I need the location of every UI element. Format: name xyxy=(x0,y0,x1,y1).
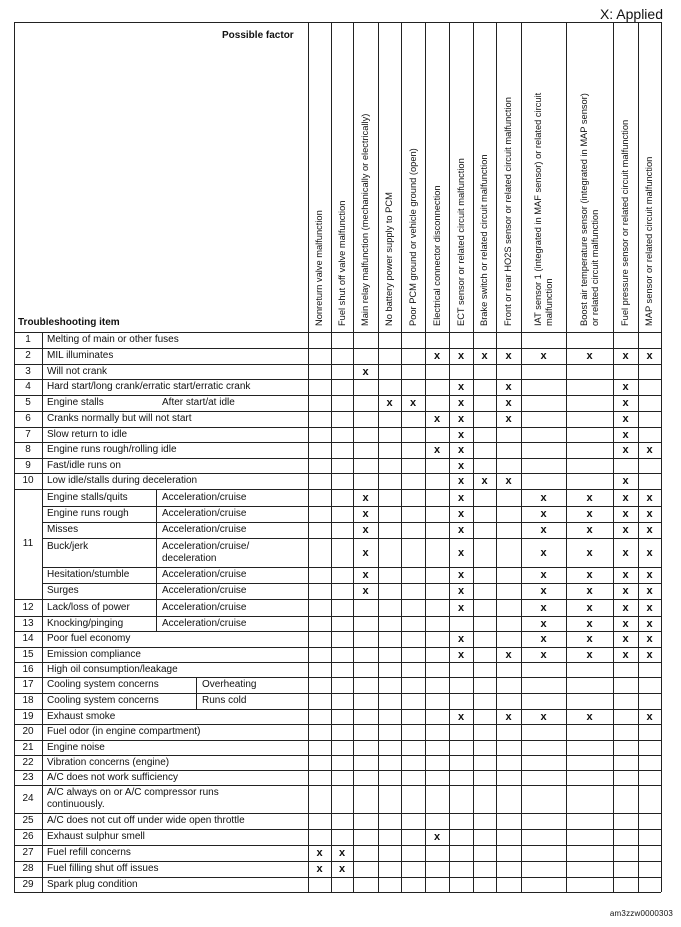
grid-hline xyxy=(14,892,661,893)
item-text: Fuel refill concerns xyxy=(47,847,131,858)
applied-mark: x xyxy=(586,491,593,504)
applied-mark: x xyxy=(622,585,629,597)
applied-mark: x xyxy=(481,350,488,362)
condition-text: Acceleration/cruise xyxy=(162,491,247,503)
applied-mark: x xyxy=(586,648,593,661)
row-number: 12 xyxy=(22,601,34,613)
row-number: 23 xyxy=(22,771,34,783)
item-text: Misses xyxy=(47,524,79,535)
applied-mark: x xyxy=(540,524,547,536)
row-number: 27 xyxy=(22,847,34,858)
item-text: Low idle/stalls during deceleration xyxy=(47,475,198,486)
grid-hline xyxy=(14,379,661,380)
item-text: Spark plug condition xyxy=(47,878,138,890)
grid-vline xyxy=(661,22,662,892)
row-number: 28 xyxy=(22,863,34,874)
column-header-10: malfunction xyxy=(543,278,554,326)
grid-vline xyxy=(156,616,157,631)
applied-mark: x xyxy=(316,863,323,875)
applied-mark: x xyxy=(362,508,369,520)
row-number: 21 xyxy=(22,741,34,753)
applied-mark: x xyxy=(540,491,547,504)
grid-hline xyxy=(14,364,661,365)
applied-mark: x xyxy=(646,710,653,723)
applied-mark: x xyxy=(457,546,465,559)
grid-vline xyxy=(638,22,639,892)
row-number: 6 xyxy=(25,413,31,424)
grid-hline xyxy=(14,489,661,490)
applied-mark: x xyxy=(646,546,653,559)
grid-hline xyxy=(14,693,661,694)
applied-mark: x xyxy=(622,428,629,441)
applied-mark: x xyxy=(540,350,547,362)
applied-mark: x xyxy=(646,633,653,645)
applied-mark: x xyxy=(457,428,465,441)
grid-hline xyxy=(14,845,661,846)
applied-mark: x xyxy=(586,569,593,581)
applied-mark: x xyxy=(457,585,465,597)
row-number: 18 xyxy=(22,695,34,706)
item-text: Hard start/long crank/erratic start/erratic crank xyxy=(47,381,251,392)
item-text: Fast/idle runs on xyxy=(47,459,121,471)
applied-mark: x xyxy=(622,397,629,409)
row-number: 9 xyxy=(25,459,31,471)
applied-mark: x xyxy=(540,601,547,614)
grid-vline xyxy=(425,22,426,892)
column-header-9: Front or rear HO2S sensor or related circuit malfunction xyxy=(503,97,513,326)
applied-mark: x xyxy=(622,444,629,456)
grid-vline xyxy=(196,693,197,709)
applied-mark: x xyxy=(622,350,629,362)
item-text: MIL illuminates xyxy=(47,350,114,361)
applied-mark: x xyxy=(505,710,512,723)
applied-mark: x xyxy=(362,585,369,597)
grid-hline xyxy=(14,829,661,830)
applied-mark: x xyxy=(622,524,629,536)
applied-mark: x xyxy=(481,475,488,487)
row-number: 26 xyxy=(22,831,34,842)
applied-mark: x xyxy=(586,633,593,645)
applied-mark: x xyxy=(457,491,465,504)
grid-vline xyxy=(496,22,497,892)
grid-vline xyxy=(378,22,379,892)
column-header-7: ECT sensor or related circuit malfunction xyxy=(455,158,466,326)
item-text: Exhaust sulphur smell xyxy=(47,831,145,842)
applied-mark: x xyxy=(457,413,465,425)
grid-hline xyxy=(14,348,661,349)
applied-mark: x xyxy=(505,381,512,393)
applied-mark: x xyxy=(540,617,547,630)
applied-mark: x xyxy=(540,648,547,661)
grid-vline xyxy=(449,22,450,892)
row-number: 25 xyxy=(22,815,34,826)
grid-hline xyxy=(14,724,661,725)
item-text: Cooling system concerns xyxy=(47,695,159,706)
applied-mark: x xyxy=(409,397,417,409)
applied-mark: x xyxy=(586,546,593,559)
applied-mark: x xyxy=(622,648,629,661)
applied-mark: x xyxy=(362,546,369,559)
applied-mark: x xyxy=(622,508,629,520)
grid-hline xyxy=(14,332,661,333)
column-header-8: Brake switch or related circuit malfunction xyxy=(479,154,489,326)
item-text: Cranks normally but will not start xyxy=(47,413,192,424)
grid-hline xyxy=(14,473,661,474)
item-text: Engine runs rough xyxy=(47,508,129,519)
document-code: am3zzw0000303 xyxy=(609,909,673,918)
grid-vline xyxy=(401,22,402,892)
column-header-11: or related circuit malfunction xyxy=(589,209,600,326)
column-header-1: Nonreturn valve malfunction xyxy=(314,210,324,326)
row-number: 11 xyxy=(22,538,34,549)
item-text: Engine noise xyxy=(47,741,105,753)
row-number: 7 xyxy=(25,428,31,440)
grid-vline xyxy=(42,332,43,892)
applied-mark: x xyxy=(362,524,369,536)
grid-hline xyxy=(14,861,661,862)
condition-text: Overheating xyxy=(202,679,257,690)
item-text: Fuel filling shut off issues xyxy=(47,863,159,874)
column-header-2: Fuel shut off valve malfunction xyxy=(336,200,347,326)
row-number: 10 xyxy=(22,475,34,486)
applied-mark: x xyxy=(540,585,547,597)
row-number: 8 xyxy=(25,444,31,455)
applied-mark: x xyxy=(586,508,593,520)
column-header-11: Boost air temperature sensor (integrated in MAP sensor) xyxy=(578,93,589,326)
item-text: Knocking/pinging xyxy=(47,617,124,629)
applied-mark: x xyxy=(540,710,547,723)
applied-mark: x xyxy=(646,617,653,630)
applied-mark: x xyxy=(646,524,653,536)
item-text: Engine stalls/quits xyxy=(47,491,128,503)
item-text: Lack/loss of power xyxy=(47,601,130,613)
applied-mark: x xyxy=(505,397,512,409)
applied-mark: x xyxy=(457,459,465,472)
condition-text: Acceleration/cruise xyxy=(162,585,247,596)
row-number: 24 xyxy=(22,793,34,804)
condition-text: Acceleration/cruise/ deceleration xyxy=(162,540,250,564)
column-header-3: Main relay malfunction (mechanically or electrically) xyxy=(360,113,370,326)
applied-mark: x xyxy=(586,585,593,597)
applied-mark: x xyxy=(362,491,369,504)
grid-hline xyxy=(42,506,661,507)
applied-mark: x xyxy=(646,350,653,362)
grid-hline xyxy=(14,22,661,23)
applied-mark: x xyxy=(646,444,653,456)
item-text: A/C does not work sufficiency xyxy=(47,771,178,783)
item-text: Fuel odor (in engine compartment) xyxy=(47,726,201,737)
applied-mark: x xyxy=(338,863,346,875)
applied-mark: x xyxy=(540,633,547,645)
grid-hline xyxy=(14,785,661,786)
row-number: 14 xyxy=(22,633,34,644)
column-header-13: MAP sensor or related circuit malfunction xyxy=(644,156,654,326)
applied-mark: x xyxy=(316,847,323,859)
grid-vline xyxy=(156,538,157,567)
applied-mark: x xyxy=(457,508,465,520)
grid-vline xyxy=(353,22,354,892)
applied-mark: x xyxy=(457,601,465,614)
grid-hline xyxy=(42,583,661,584)
possible-factor-heading: Possible factor xyxy=(222,30,294,41)
applied-mark: x xyxy=(505,475,512,487)
grid-vline xyxy=(156,522,157,538)
row-number: 20 xyxy=(22,726,34,737)
applied-mark: x xyxy=(457,648,465,661)
applied-mark: x xyxy=(505,350,512,362)
applied-mark: x xyxy=(386,397,393,409)
item-text: Melting of main or other fuses xyxy=(47,334,179,345)
item-text: A/C always on or A/C compressor runs continuously. xyxy=(47,787,219,810)
column-header-5: Poor PCM ground or vehicle ground (open) xyxy=(407,148,418,326)
applied-mark: x xyxy=(433,350,441,362)
grid-vline xyxy=(156,489,157,506)
item-text: Poor fuel economy xyxy=(47,633,131,644)
condition-text: Acceleration/cruise xyxy=(162,601,247,613)
item-text: Emission compliance xyxy=(47,648,141,660)
applied-mark: x xyxy=(540,546,547,559)
item-text: Exhaust smoke xyxy=(47,710,116,722)
applied-mark: x xyxy=(433,444,441,456)
applied-mark: x xyxy=(622,381,629,393)
applied-mark: x xyxy=(505,648,512,661)
applied-mark: x xyxy=(433,831,441,843)
grid-vline xyxy=(566,22,567,892)
applied-mark: x xyxy=(457,397,465,409)
item-text: Hesitation/stumble xyxy=(47,569,130,580)
column-header-12: Fuel pressure sensor or related circuit malfunction xyxy=(620,119,630,326)
applied-mark: x xyxy=(622,601,629,614)
applied-mark: x xyxy=(622,546,629,559)
applied-mark: x xyxy=(457,633,465,645)
grid-vline xyxy=(473,22,474,892)
applied-mark: x xyxy=(622,413,629,425)
condition-text: Acceleration/cruise xyxy=(162,569,247,580)
grid-vline xyxy=(308,22,309,892)
applied-mark: x xyxy=(622,617,629,630)
item-text: A/C does not cut off under wide open throttle xyxy=(47,815,245,826)
grid-vline xyxy=(521,22,522,892)
applied-mark: x xyxy=(540,569,547,581)
grid-vline xyxy=(156,506,157,522)
grid-hline xyxy=(14,740,661,741)
applied-mark: x xyxy=(586,617,593,630)
grid-hline xyxy=(14,677,661,678)
applied-mark: x xyxy=(622,475,629,487)
grid-hline xyxy=(14,631,661,632)
grid-hline xyxy=(42,538,661,539)
grid-vline xyxy=(196,677,197,693)
applied-mark: x xyxy=(646,601,653,614)
condition-text: Acceleration/cruise xyxy=(162,524,247,535)
grid-vline xyxy=(331,22,332,892)
applied-mark: x xyxy=(457,710,465,723)
legend-applied: X: Applied xyxy=(599,6,663,22)
grid-vline xyxy=(613,22,614,892)
row-number: 19 xyxy=(22,710,34,722)
grid-hline xyxy=(14,395,661,396)
applied-mark: x xyxy=(457,381,465,393)
grid-hline xyxy=(14,411,661,412)
item-text: High oil consumption/leakage xyxy=(47,663,178,675)
item-text: Engine stalls xyxy=(47,397,104,408)
grid-hline xyxy=(42,567,661,568)
applied-mark: x xyxy=(433,413,441,425)
condition-text: Acceleration/cruise xyxy=(162,617,247,629)
applied-mark: x xyxy=(338,847,346,859)
applied-mark: x xyxy=(646,585,653,597)
item-text: Vibration concerns (engine) xyxy=(47,756,170,768)
row-number: 22 xyxy=(22,756,34,768)
applied-mark: x xyxy=(457,569,465,581)
row-number: 16 xyxy=(22,663,34,675)
row-number: 17 xyxy=(22,679,34,690)
grid-vline xyxy=(156,567,157,583)
row-number: 1 xyxy=(25,334,31,345)
applied-mark: x xyxy=(622,491,629,504)
row-number: 4 xyxy=(25,381,31,392)
applied-mark: x xyxy=(540,508,547,520)
applied-mark: x xyxy=(646,508,653,520)
grid-hline xyxy=(14,442,661,443)
item-text: Surges xyxy=(47,585,79,596)
applied-mark: x xyxy=(586,524,593,536)
applied-mark: x xyxy=(505,413,512,425)
troubleshooting-table xyxy=(14,22,662,892)
applied-mark: x xyxy=(646,491,653,504)
troubleshooting-item-heading: Troubleshooting item xyxy=(18,317,120,328)
applied-mark: x xyxy=(622,569,629,581)
applied-mark: x xyxy=(622,633,629,645)
row-number: 3 xyxy=(25,365,31,377)
row-number: 13 xyxy=(22,617,34,629)
applied-mark: x xyxy=(457,475,465,487)
row-number: 15 xyxy=(22,648,34,660)
applied-mark: x xyxy=(457,350,465,362)
item-text: Buck/jerk xyxy=(47,540,89,552)
column-header-10: IAT sensor 1 (integrated in MAF sensor) or related circuit xyxy=(532,92,543,326)
row-number: 2 xyxy=(25,350,31,361)
applied-mark: x xyxy=(362,569,369,581)
applied-mark: x xyxy=(646,569,653,581)
applied-mark: x xyxy=(457,524,465,536)
column-header-6: Electrical connector disconnection xyxy=(431,185,442,326)
applied-mark: x xyxy=(457,444,465,456)
item-text: Engine runs rough/rolling idle xyxy=(47,444,177,455)
item-text: Slow return to idle xyxy=(47,428,128,440)
column-header-4: No battery power supply to PCM xyxy=(384,192,394,326)
grid-vline xyxy=(156,583,157,599)
condition-text: Runs cold xyxy=(202,695,247,706)
item-text: Will not crank xyxy=(47,365,108,377)
applied-mark: x xyxy=(586,710,593,723)
grid-vline xyxy=(156,599,157,616)
grid-hline xyxy=(14,813,661,814)
applied-mark: x xyxy=(586,350,593,362)
item-text: Cooling system concerns xyxy=(47,679,159,690)
row-number: 29 xyxy=(22,878,34,890)
applied-mark: x xyxy=(586,601,593,614)
applied-mark: x xyxy=(646,648,653,661)
grid-hline xyxy=(14,599,661,600)
grid-hline xyxy=(42,522,661,523)
condition-text: After start/at idle xyxy=(162,397,235,408)
row-number: 5 xyxy=(25,397,31,408)
applied-mark: x xyxy=(362,365,369,378)
condition-text: Acceleration/cruise xyxy=(162,508,247,519)
